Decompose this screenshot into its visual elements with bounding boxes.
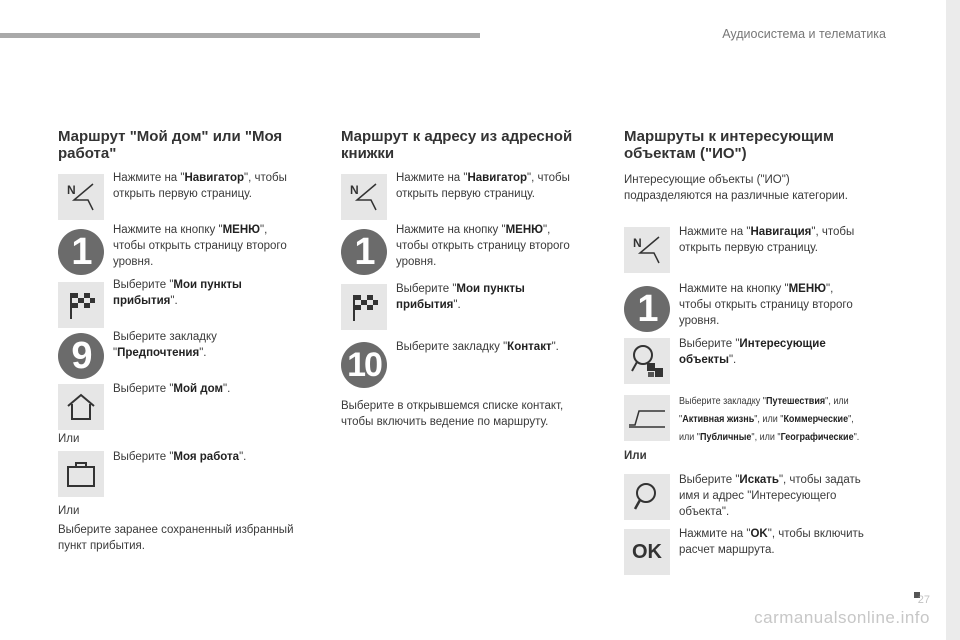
home-icon <box>58 384 104 430</box>
ok-icon <box>624 529 670 575</box>
col3-number-1: 1 <box>624 286 670 332</box>
col3-or: Или <box>624 450 647 462</box>
svg-text:N: N <box>350 183 359 197</box>
col3-title: Маршруты к интересующим объектам ("ИО") <box>624 128 834 162</box>
ok-label: OK <box>632 540 662 563</box>
poi-search-icon <box>624 338 670 384</box>
col1-step-preferences: Выберите закладку "Предпочтения". <box>113 331 217 359</box>
col3-step-menu: Нажмите на кнопку "МЕНЮ", чтобы открыть страницу второго уровня. <box>679 283 853 327</box>
column-home-work <box>58 128 328 162</box>
col3-step-poi: Выберите "Интересующие объекты". <box>679 338 826 366</box>
col1-or-1: Или <box>58 433 80 445</box>
col3-intro: Интересующие объекты ("ИО") подразделяются на различные категории. <box>624 174 848 202</box>
col1-or-2: Или <box>58 505 80 517</box>
header-rule <box>0 33 480 38</box>
col3-step-categories: Выберите закладку "Путешествия", или "Активная жизнь", или "Коммерческие", или "Публичные", или "Географические". <box>679 396 860 443</box>
search-icon <box>624 474 670 520</box>
checkered-flag-icon <box>341 284 387 330</box>
col1-number-1: 1 <box>58 229 104 275</box>
col1-step-saved-favorite: Выберите заранее сохраненный избранный пункт прибытия. <box>58 524 294 552</box>
col1-step-my-work: Выберите "Моя работа". <box>113 451 247 463</box>
navigation-arrow-icon <box>58 174 104 220</box>
col1-step-menu: Нажмите на кнопку "МЕНЮ", чтобы открыть страницу второго уровня. <box>113 224 287 268</box>
section-title: Аудиосистема и телематика <box>722 27 886 41</box>
col2-number-10: 10 <box>341 342 387 388</box>
col2-step-contact: Выберите закладку "Контакт". <box>396 341 559 353</box>
page-edge-strip <box>946 0 960 640</box>
col2-title: Маршрут к адресу из адресной книжки <box>341 128 573 162</box>
col1-step-destinations: Выберите "Мои пункты прибытия". <box>113 279 242 307</box>
col2-step-choose-contact: Выберите в открывшемся списке контакт, чтобы включить ведение по маршруту. <box>341 400 564 428</box>
col1-step-navigator: Нажмите на "Навигатор", чтобы открыть первую страницу. <box>113 172 287 200</box>
column-poi <box>624 128 904 162</box>
col3-step-search: Выберите "Искать", чтобы задать имя и адрес "Интересующего объекта". <box>679 474 861 518</box>
svg-text:N: N <box>633 236 642 250</box>
col2-number-1: 1 <box>341 229 387 275</box>
navigation-arrow-icon <box>624 227 670 273</box>
col1-title: Маршрут "Мой дом" или "Моя работа" <box>58 128 283 162</box>
col2-step-destinations: Выберите "Мои пункты прибытия". <box>396 283 525 311</box>
col3-step-navigation: Нажмите на "Навигация", чтобы открыть первую страницу. <box>679 226 855 254</box>
tab-icon <box>624 395 670 441</box>
col2-step-navigator: Нажмите на "Навигатор", чтобы открыть первую страницу. <box>396 172 570 200</box>
col1-step-my-home: Выберите "Мой дом". <box>113 383 231 395</box>
col1-number-9: 9 <box>58 333 104 379</box>
page-number: 27 <box>917 594 930 606</box>
watermark: carmanualsonline.info <box>754 608 930 627</box>
briefcase-icon <box>58 451 104 497</box>
column-address-book <box>341 128 611 162</box>
navigation-arrow-icon <box>341 174 387 220</box>
svg-text:N: N <box>67 183 76 197</box>
col2-step-menu: Нажмите на кнопку "МЕНЮ", чтобы открыть страницу второго уровня. <box>396 224 570 268</box>
col3-step-ok: Нажмите на "OK", чтобы включить расчет маршрута. <box>679 528 864 556</box>
checkered-flag-icon <box>58 282 104 328</box>
